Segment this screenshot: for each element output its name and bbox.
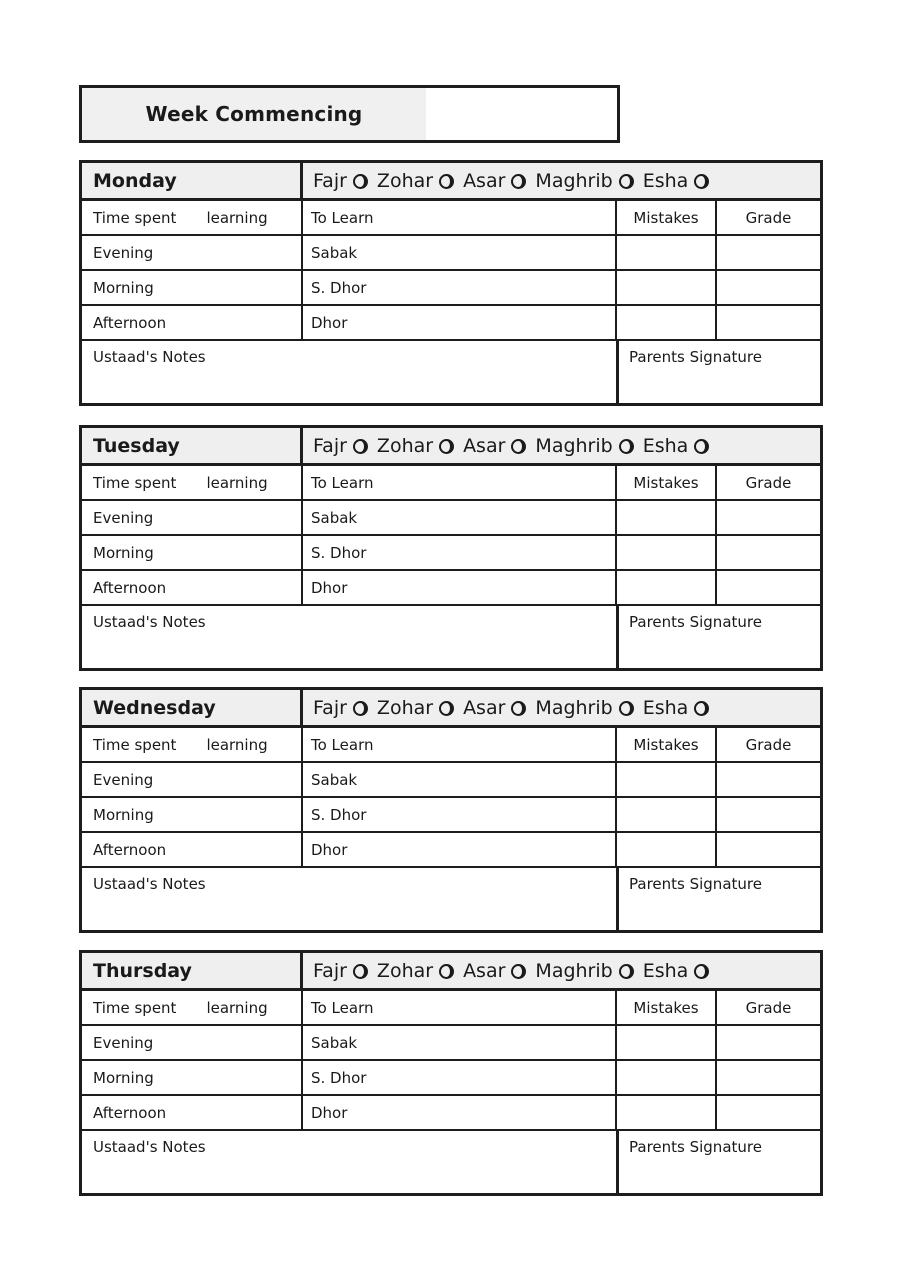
circle-unchecked-icon[interactable] bbox=[353, 701, 368, 716]
day-name-cell bbox=[82, 953, 303, 988]
learning-label: learning bbox=[206, 208, 268, 227]
circle-unchecked-icon[interactable] bbox=[619, 439, 634, 454]
lesson-cell[interactable] bbox=[303, 833, 617, 866]
time-spent-header-cell bbox=[82, 466, 303, 499]
lesson-cell[interactable] bbox=[303, 1096, 617, 1129]
prayer-esha[interactable] bbox=[643, 960, 710, 982]
grade-input-morning[interactable] bbox=[717, 271, 820, 304]
prayer-zohar[interactable] bbox=[377, 435, 454, 457]
prayer-asar[interactable] bbox=[463, 697, 526, 719]
mistakes-input-morning[interactable] bbox=[617, 271, 717, 304]
evening-label: Evening bbox=[93, 243, 154, 262]
circle-unchecked-icon[interactable] bbox=[619, 964, 634, 979]
prayer-zohar[interactable] bbox=[377, 960, 454, 982]
table-row-evening bbox=[82, 763, 820, 798]
mistakes-input-evening[interactable] bbox=[617, 1026, 717, 1059]
afternoon-label: Afternoon bbox=[93, 313, 167, 332]
dhor-label: Dhor bbox=[311, 1103, 348, 1122]
period-cell[interactable] bbox=[82, 763, 303, 796]
ustaad-notes-label: Ustaad's Notes bbox=[93, 613, 206, 631]
to-learn-header-cell bbox=[303, 728, 617, 761]
afternoon-label: Afternoon bbox=[93, 1103, 167, 1122]
prayer-label: Maghrib bbox=[535, 434, 613, 457]
evening-label: Evening bbox=[93, 508, 154, 527]
grade-header-cell bbox=[717, 201, 820, 234]
notes-row bbox=[82, 1131, 820, 1193]
to-learn-label: To Learn bbox=[311, 998, 374, 1017]
table-row-evening bbox=[82, 1026, 820, 1061]
mistakes-label: Mistakes bbox=[633, 208, 699, 227]
day-name: Wednesday bbox=[93, 696, 216, 719]
mistakes-input-afternoon[interactable] bbox=[617, 833, 717, 866]
parents-signature-cell[interactable] bbox=[619, 1131, 820, 1193]
mistakes-input-afternoon[interactable] bbox=[617, 571, 717, 604]
week-commencing-date-field[interactable] bbox=[426, 88, 617, 140]
period-cell[interactable] bbox=[82, 798, 303, 831]
period-cell[interactable] bbox=[82, 306, 303, 339]
day-block-wednesday bbox=[79, 687, 823, 933]
circle-unchecked-icon[interactable] bbox=[511, 439, 526, 454]
circle-unchecked-icon[interactable] bbox=[511, 964, 526, 979]
prayer-esha[interactable] bbox=[643, 170, 710, 192]
dhor-label: Dhor bbox=[311, 578, 348, 597]
dhor-label: Dhor bbox=[311, 840, 348, 859]
circle-unchecked-icon[interactable] bbox=[353, 964, 368, 979]
day-header-row bbox=[82, 690, 820, 728]
circle-unchecked-icon[interactable] bbox=[619, 701, 634, 716]
circle-unchecked-icon[interactable] bbox=[439, 439, 454, 454]
prayer-asar[interactable] bbox=[463, 960, 526, 982]
prayer-label: Asar bbox=[463, 169, 506, 192]
period-cell[interactable] bbox=[82, 501, 303, 534]
time-spent-label: Time spent bbox=[93, 998, 177, 1017]
sabak-label: Sabak bbox=[311, 508, 358, 527]
circle-unchecked-icon[interactable] bbox=[439, 701, 454, 716]
prayer-maghrib[interactable] bbox=[535, 435, 633, 457]
s-dhor-label: S. Dhor bbox=[311, 278, 367, 297]
prayer-label: Esha bbox=[642, 959, 689, 982]
prayer-label: Fajr bbox=[313, 434, 347, 457]
circle-unchecked-icon[interactable] bbox=[694, 174, 709, 189]
period-cell[interactable] bbox=[82, 833, 303, 866]
parents-signature-cell[interactable] bbox=[619, 606, 820, 668]
prayer-fajr[interactable] bbox=[313, 697, 368, 719]
grade-input-morning[interactable] bbox=[717, 798, 820, 831]
notes-row bbox=[82, 606, 820, 668]
circle-unchecked-icon[interactable] bbox=[511, 701, 526, 716]
circle-unchecked-icon[interactable] bbox=[439, 964, 454, 979]
to-learn-label: To Learn bbox=[311, 735, 374, 754]
mistakes-header-cell bbox=[617, 466, 717, 499]
prayer-label: Asar bbox=[463, 434, 506, 457]
ustaad-notes-cell[interactable] bbox=[82, 341, 619, 403]
s-dhor-label: S. Dhor bbox=[311, 805, 367, 824]
parents-signature-cell[interactable] bbox=[619, 868, 820, 930]
circle-unchecked-icon[interactable] bbox=[439, 174, 454, 189]
mistakes-input-morning[interactable] bbox=[617, 536, 717, 569]
day-header-row bbox=[82, 163, 820, 201]
ustaad-notes-label: Ustaad's Notes bbox=[93, 875, 206, 893]
week-commencing-box bbox=[79, 85, 620, 143]
notes-row bbox=[82, 868, 820, 930]
to-learn-header-cell bbox=[303, 201, 617, 234]
dhor-label: Dhor bbox=[311, 313, 348, 332]
grade-input-evening[interactable] bbox=[717, 1026, 820, 1059]
grade-label: Grade bbox=[745, 473, 792, 492]
sabak-label: Sabak bbox=[311, 243, 358, 262]
grade-input-evening[interactable] bbox=[717, 236, 820, 269]
mistakes-input-evening[interactable] bbox=[617, 763, 717, 796]
column-header-row bbox=[82, 201, 820, 236]
lesson-cell[interactable] bbox=[303, 798, 617, 831]
grade-label: Grade bbox=[745, 998, 792, 1017]
column-header-row bbox=[82, 728, 820, 763]
time-spent-header-cell bbox=[82, 201, 303, 234]
circle-unchecked-icon[interactable] bbox=[694, 439, 709, 454]
to-learn-label: To Learn bbox=[311, 208, 374, 227]
s-dhor-label: S. Dhor bbox=[311, 543, 367, 562]
period-cell[interactable] bbox=[82, 1061, 303, 1094]
prayer-label: Fajr bbox=[313, 696, 347, 719]
prayer-label: Fajr bbox=[313, 959, 347, 982]
prayer-maghrib[interactable] bbox=[535, 170, 633, 192]
grade-input-morning[interactable] bbox=[717, 536, 820, 569]
prayer-label: Esha bbox=[642, 169, 689, 192]
ustaad-notes-cell[interactable] bbox=[82, 868, 619, 930]
prayer-label: Esha bbox=[642, 434, 689, 457]
parents-signature-label: Parents Signature bbox=[629, 348, 762, 366]
ustaad-notes-cell[interactable] bbox=[82, 1131, 619, 1193]
time-spent-header-cell bbox=[82, 991, 303, 1024]
lesson-cell[interactable] bbox=[303, 236, 617, 269]
table-row-morning bbox=[82, 271, 820, 306]
period-cell[interactable] bbox=[82, 236, 303, 269]
prayer-label: Zohar bbox=[376, 696, 434, 719]
grade-label: Grade bbox=[745, 208, 792, 227]
prayer-asar[interactable] bbox=[463, 435, 526, 457]
prayer-esha[interactable] bbox=[643, 697, 710, 719]
table-row-afternoon bbox=[82, 571, 820, 606]
table-row-evening bbox=[82, 501, 820, 536]
s-dhor-label: S. Dhor bbox=[311, 1068, 367, 1087]
circle-unchecked-icon[interactable] bbox=[694, 701, 709, 716]
prayer-asar[interactable] bbox=[463, 170, 526, 192]
morning-label: Morning bbox=[93, 278, 154, 297]
prayer-zohar[interactable] bbox=[377, 697, 454, 719]
mistakes-label: Mistakes bbox=[633, 998, 699, 1017]
day-name: Monday bbox=[93, 169, 177, 192]
period-cell[interactable] bbox=[82, 571, 303, 604]
grade-input-afternoon[interactable] bbox=[717, 306, 820, 339]
sabak-label: Sabak bbox=[311, 770, 358, 789]
prayer-maghrib[interactable] bbox=[535, 697, 633, 719]
notes-row bbox=[82, 341, 820, 403]
evening-label: Evening bbox=[93, 1033, 154, 1052]
table-row-afternoon bbox=[82, 833, 820, 868]
table-row-afternoon bbox=[82, 1096, 820, 1131]
circle-unchecked-icon[interactable] bbox=[511, 174, 526, 189]
table-row-evening bbox=[82, 236, 820, 271]
afternoon-label: Afternoon bbox=[93, 840, 167, 859]
prayer-fajr[interactable] bbox=[313, 170, 368, 192]
mistakes-input-afternoon[interactable] bbox=[617, 306, 717, 339]
mistakes-input-afternoon[interactable] bbox=[617, 1096, 717, 1129]
ustaad-notes-label: Ustaad's Notes bbox=[93, 348, 206, 366]
prayer-label: Zohar bbox=[376, 959, 434, 982]
prayer-tracker bbox=[303, 953, 820, 988]
day-header-row bbox=[82, 953, 820, 991]
lesson-cell[interactable] bbox=[303, 1061, 617, 1094]
day-block-thursday bbox=[79, 950, 823, 1196]
lesson-cell[interactable] bbox=[303, 536, 617, 569]
prayer-label: Esha bbox=[642, 696, 689, 719]
parents-signature-label: Parents Signature bbox=[629, 613, 762, 631]
prayer-tracker bbox=[303, 690, 820, 725]
afternoon-label: Afternoon bbox=[93, 578, 167, 597]
lesson-cell[interactable] bbox=[303, 763, 617, 796]
grade-input-evening[interactable] bbox=[717, 763, 820, 796]
table-row-morning bbox=[82, 536, 820, 571]
prayer-label: Asar bbox=[463, 696, 506, 719]
circle-unchecked-icon[interactable] bbox=[353, 174, 368, 189]
time-spent-header-cell bbox=[82, 728, 303, 761]
to-learn-header-cell bbox=[303, 466, 617, 499]
period-cell[interactable] bbox=[82, 1096, 303, 1129]
prayer-label: Zohar bbox=[376, 169, 434, 192]
learning-label: learning bbox=[206, 473, 268, 492]
period-cell[interactable] bbox=[82, 271, 303, 304]
prayer-tracker bbox=[303, 428, 820, 463]
ustaad-notes-cell[interactable] bbox=[82, 606, 619, 668]
grade-input-evening[interactable] bbox=[717, 501, 820, 534]
lesson-cell[interactable] bbox=[303, 271, 617, 304]
prayer-label: Maghrib bbox=[535, 696, 613, 719]
to-learn-label: To Learn bbox=[311, 473, 374, 492]
prayer-maghrib[interactable] bbox=[535, 960, 633, 982]
time-spent-label: Time spent bbox=[93, 208, 177, 227]
day-block-monday bbox=[79, 160, 823, 406]
circle-unchecked-icon[interactable] bbox=[694, 964, 709, 979]
column-header-row bbox=[82, 991, 820, 1026]
grade-header-cell bbox=[717, 991, 820, 1024]
grade-header-cell bbox=[717, 728, 820, 761]
day-name: Tuesday bbox=[93, 434, 180, 457]
day-name-cell bbox=[82, 690, 303, 725]
mistakes-input-evening[interactable] bbox=[617, 501, 717, 534]
lesson-cell[interactable] bbox=[303, 1026, 617, 1059]
learning-label: learning bbox=[206, 998, 268, 1017]
mistakes-label: Mistakes bbox=[633, 473, 699, 492]
column-header-row bbox=[82, 466, 820, 501]
grade-input-afternoon[interactable] bbox=[717, 571, 820, 604]
lesson-cell[interactable] bbox=[303, 571, 617, 604]
mistakes-label: Mistakes bbox=[633, 735, 699, 754]
table-row-morning bbox=[82, 1061, 820, 1096]
ustaad-notes-label: Ustaad's Notes bbox=[93, 1138, 206, 1156]
lesson-cell[interactable] bbox=[303, 306, 617, 339]
lesson-cell[interactable] bbox=[303, 501, 617, 534]
day-name-cell bbox=[82, 428, 303, 463]
grade-label: Grade bbox=[745, 735, 792, 754]
day-block-tuesday bbox=[79, 425, 823, 671]
learning-label: learning bbox=[206, 735, 268, 754]
mistakes-input-morning[interactable] bbox=[617, 1061, 717, 1094]
morning-label: Morning bbox=[93, 543, 154, 562]
mistakes-header-cell bbox=[617, 991, 717, 1024]
parents-signature-label: Parents Signature bbox=[629, 875, 762, 893]
evening-label: Evening bbox=[93, 770, 154, 789]
to-learn-header-cell bbox=[303, 991, 617, 1024]
prayer-label: Asar bbox=[463, 959, 506, 982]
time-spent-label: Time spent bbox=[93, 735, 177, 754]
prayer-zohar[interactable] bbox=[377, 170, 454, 192]
grade-header-cell bbox=[717, 466, 820, 499]
grade-input-afternoon[interactable] bbox=[717, 1096, 820, 1129]
prayer-fajr[interactable] bbox=[313, 435, 368, 457]
week-commencing-label-cell bbox=[82, 88, 426, 140]
prayer-label: Zohar bbox=[376, 434, 434, 457]
table-row-morning bbox=[82, 798, 820, 833]
prayer-esha[interactable] bbox=[643, 435, 710, 457]
mistakes-header-cell bbox=[617, 201, 717, 234]
prayer-label: Maghrib bbox=[535, 959, 613, 982]
mistakes-input-morning[interactable] bbox=[617, 798, 717, 831]
sabak-label: Sabak bbox=[311, 1033, 358, 1052]
prayer-tracker bbox=[303, 163, 820, 198]
grade-input-afternoon[interactable] bbox=[717, 833, 820, 866]
day-name: Thursday bbox=[93, 959, 192, 982]
parents-signature-label: Parents Signature bbox=[629, 1138, 762, 1156]
parents-signature-cell[interactable] bbox=[619, 341, 820, 403]
period-cell[interactable] bbox=[82, 1026, 303, 1059]
prayer-label: Fajr bbox=[313, 169, 347, 192]
morning-label: Morning bbox=[93, 1068, 154, 1087]
day-name-cell bbox=[82, 163, 303, 198]
mistakes-header-cell bbox=[617, 728, 717, 761]
period-cell[interactable] bbox=[82, 536, 303, 569]
prayer-fajr[interactable] bbox=[313, 960, 368, 982]
prayer-label: Maghrib bbox=[535, 169, 613, 192]
table-row-afternoon bbox=[82, 306, 820, 341]
morning-label: Morning bbox=[93, 805, 154, 824]
page-title: Week Commencing bbox=[145, 102, 363, 126]
mistakes-input-evening[interactable] bbox=[617, 236, 717, 269]
time-spent-label: Time spent bbox=[93, 473, 177, 492]
day-header-row bbox=[82, 428, 820, 466]
circle-unchecked-icon[interactable] bbox=[353, 439, 368, 454]
grade-input-morning[interactable] bbox=[717, 1061, 820, 1094]
circle-unchecked-icon[interactable] bbox=[619, 174, 634, 189]
